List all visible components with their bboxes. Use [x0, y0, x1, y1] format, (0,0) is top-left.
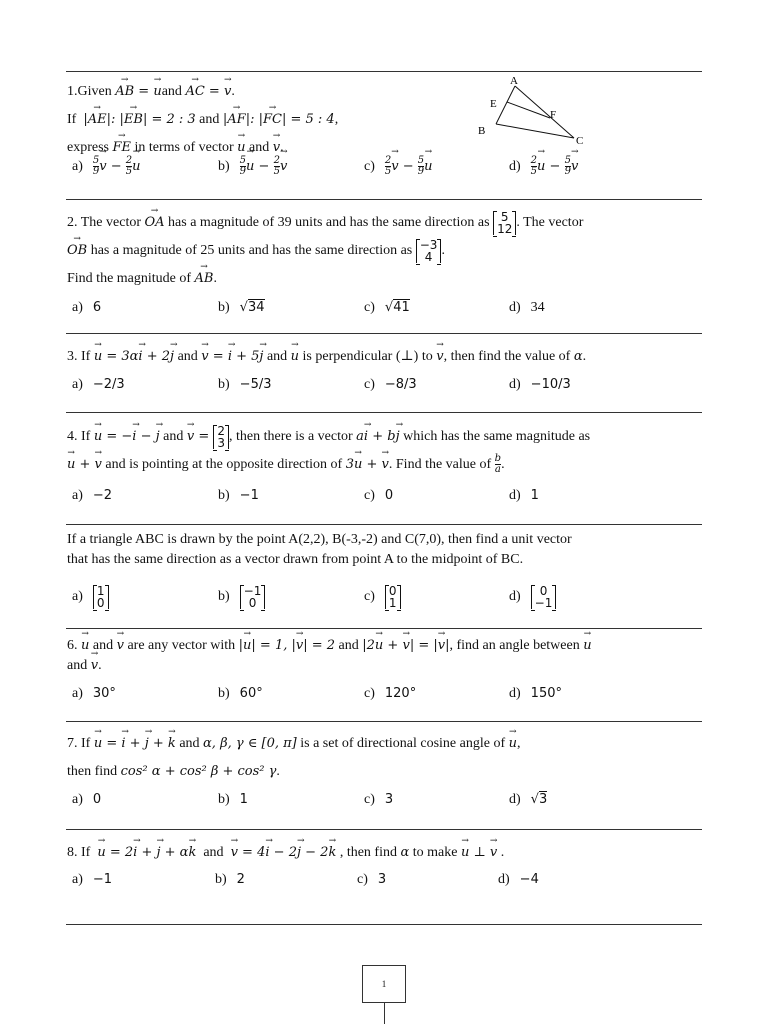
option-d[interactable]: d) 150°	[509, 686, 562, 701]
options-q3	[72, 377, 712, 403]
option-c[interactable]: c) 0 1	[364, 585, 401, 609]
option-c[interactable]: c) 3	[357, 872, 387, 887]
vertex-c-label: C	[576, 135, 584, 147]
question-number: 1.	[67, 84, 78, 99]
option-d[interactable]: d) 34	[509, 300, 545, 315]
vertex-f-label: F	[550, 109, 557, 121]
options-q1	[72, 156, 712, 182]
option-a[interactable]: a) −2	[72, 488, 113, 503]
question-8: 8. If → u = 2→ i + → j + α→ k and → v = 4→ i − 2→ j − 2→ k , then find α to make → u ⊥ → v .	[67, 839, 707, 867]
option-a[interactable]: a) $\frac{5}{9}$ → v − $\frac{2}{5}$ → u	[72, 156, 141, 177]
options-q6	[72, 686, 712, 712]
divider	[66, 412, 702, 413]
options-q2	[72, 300, 712, 326]
option-b[interactable]: b) $\frac{5}{9}$ → u − $\frac{2}{5}$ → v	[218, 156, 287, 177]
question-7: 7. If → u = → i + → j + → k and α, β, γ ∈ [0, π] is a set of directional cosine angle of → u, then find cos² α + cos² β + cos² γ.	[67, 730, 707, 786]
question-1: 1.Given → AB = → uand → AC = → v. If |→ AE|: |→ EB| = 2 : 3 and |→ AF|: |→ FC| = 5 : 4, express → FE in terms of vector → u and → v.	[67, 78, 707, 162]
options-q8	[72, 872, 712, 898]
option-a[interactable]: a) 0	[72, 792, 102, 807]
option-a[interactable]: a) 30°	[72, 686, 116, 701]
divider	[66, 829, 702, 830]
question-2: 2. The vector → OA has a magnitude of 39 units and has the same direction as 5 12 . The vector → OB has a magnitude of 25 units and has the same direction as −3 4 . Find the magnitude of → AB.	[67, 209, 707, 293]
page-number-connector	[384, 1002, 385, 1024]
option-b[interactable]: b) −1 0	[218, 585, 265, 609]
option-b[interactable]: b) −5/3	[218, 377, 272, 392]
option-b[interactable]: b) −1	[218, 488, 259, 503]
question-3: 3. If → u = 3α→ i + 2→ j and → v = → i + 5→ j and → u is perpendicular (⊥) to → v, then find the value of α.	[67, 343, 707, 371]
options-q7	[72, 792, 712, 818]
divider	[66, 628, 702, 629]
option-c[interactable]: c) √41	[364, 300, 410, 315]
option-d[interactable]: d) 1	[509, 488, 539, 503]
question-line: that has the same direction as a vector drawn from point A to the midpoint of BC.	[67, 552, 524, 567]
question-6: 6. → u and → v are any vector with |→ u| = 1, |→ v| = 2 and |2→ u + → v| = |→ v|, find an angle between → u and → v.	[67, 636, 707, 676]
vertex-e-label: E	[490, 98, 497, 110]
options-q4	[72, 488, 712, 514]
options-q5	[72, 585, 712, 615]
option-c[interactable]: c) −8/3	[364, 377, 417, 392]
question-4: 4. If → u = −→ i − → j and → v = 2 3 , then there is a vector a→ i + b→ j which has the same magnitude as → u + → v and is pointing at the opposite direction of 3→ u + → v. Find the value of $\frac{b}{a}$ .	[67, 423, 707, 479]
option-b[interactable]: b) 1	[218, 792, 248, 807]
option-c[interactable]: c) $\frac{2}{5}$ → v − $\frac{5}{9}$ → u	[364, 156, 433, 177]
option-d[interactable]: d) 0 −1	[509, 585, 556, 609]
divider	[66, 721, 702, 722]
option-b[interactable]: b) √34	[218, 300, 265, 315]
page-number: 1	[362, 965, 406, 1003]
divider	[66, 333, 702, 334]
option-a[interactable]: a) 6	[72, 300, 102, 315]
option-b[interactable]: b) 2	[215, 872, 245, 887]
option-c[interactable]: c) 3	[364, 792, 394, 807]
divider	[66, 524, 702, 525]
divider	[66, 924, 702, 925]
vertex-a-label: A	[510, 75, 518, 87]
option-a[interactable]: a) −2/3	[72, 377, 125, 392]
triangle-diagram	[470, 72, 600, 152]
option-d[interactable]: d) $\frac{2}{5}$ → u − $\frac{5}{9}$ → v	[509, 156, 578, 177]
vertex-b-label: B	[478, 125, 486, 137]
option-d[interactable]: d) −4	[498, 872, 539, 887]
option-b[interactable]: b) 60°	[218, 686, 263, 701]
option-d[interactable]: d) −10/3	[509, 377, 571, 392]
question-line: If a triangle ABC is drawn by the point A(2,2), B(-3,-2) and C(7,0), then find a unit vector	[67, 532, 572, 547]
option-a[interactable]: a) −1	[72, 872, 113, 887]
option-c[interactable]: c) 120°	[364, 686, 417, 701]
option-d[interactable]: d) √3	[509, 792, 548, 807]
option-c[interactable]: c) 0	[364, 488, 394, 503]
question-5	[67, 530, 707, 570]
option-a[interactable]: a) 1 0	[72, 585, 109, 609]
